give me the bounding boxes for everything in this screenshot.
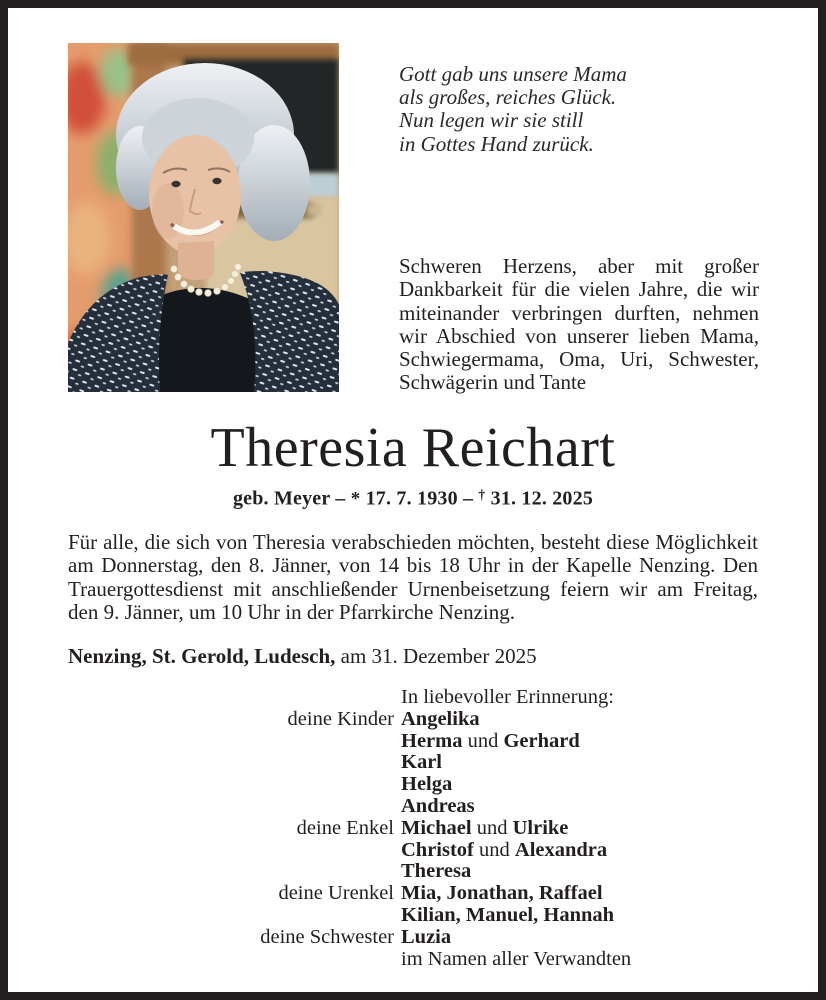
mourner-names: Helga (401, 773, 453, 796)
mourner-line (68, 840, 758, 862)
life-dates-line (0, 487, 826, 511)
mourner-relation-label: deine Kinder (287, 707, 394, 730)
mourner-names: Luzia (401, 925, 452, 948)
mourner-names: Mia, Jonathan, Raffael (401, 882, 603, 905)
mourner-names: Christof und Alexandra (401, 838, 608, 861)
verse-line: Gott gab uns unsere Mama (399, 62, 627, 86)
mourner-relation-label (68, 796, 394, 818)
mourner-names: Kilian, Manuel, Hannah (401, 903, 615, 926)
verse-line: Nun legen wir sie still (399, 108, 584, 133)
mourner-line (68, 949, 758, 971)
mourner-line (68, 709, 758, 731)
funeral-announcement-paragraph: Für alle, die sich von Theresia verabschieden möchten, besteht diese Möglichkeit am Donnerstag, den 8. Jänner, von 14 bis 18 Uhr in der Kapelle Nenzing. Den Trauergottesdienst mit anschließender Urnenbeisetzung feiern wir am Freitag, den 9. Jänner, um 10 Uhr in der Pfarrkirche Nenzing. (68, 530, 758, 624)
mourners-list (68, 687, 758, 970)
birth-symbol: * (350, 488, 361, 510)
mourner-line (68, 752, 758, 774)
maiden-name: geb. Meyer – (232, 487, 346, 510)
place-date-line (68, 644, 758, 669)
mourner-relation-label (68, 774, 394, 796)
mourner-relation-label (68, 731, 394, 753)
death-date: 31. 12. 2025 (490, 487, 594, 510)
mourner-names: Karl (401, 751, 442, 774)
mourner-names: Andreas (401, 794, 475, 817)
deceased-name: Theresia Reichart (210, 417, 616, 479)
portrait-photo-graphic (68, 43, 339, 392)
mourner-line (68, 883, 758, 905)
mourner-relation-label (68, 840, 394, 862)
mourner-line (68, 687, 758, 709)
mourner-relation-label (68, 687, 394, 709)
mourner-relation-label: deine Enkel (296, 816, 394, 839)
date: am 31. Dezember 2025 (340, 644, 537, 668)
mourner-line (68, 905, 758, 927)
death-symbol: † (478, 487, 486, 502)
mourner-names: Herma und Gerhard (401, 729, 580, 752)
portrait-photo (68, 43, 339, 392)
mourner-names: In liebevoller Erinnerung: (401, 686, 614, 708)
mourner-line (68, 818, 758, 840)
mourner-line (68, 731, 758, 753)
farewell-intro-paragraph: Schweren Herzens, aber mit großer Dankbarkeit für die vielen Jahre, die wir miteinander verbringen durften, nehmen wir Abschied von unserer lieben Mama, Schwiegermama, Oma, Uri, Schwester, Schwägerin und Tante (399, 254, 759, 395)
mourner-relation-label (68, 949, 394, 971)
mourner-relation-label: deine Schwester (260, 925, 394, 948)
mourner-names: Angelika (401, 707, 480, 730)
places: Nenzing, St. Gerold, Ludesch, (68, 644, 336, 668)
mourner-relation-label (68, 905, 394, 927)
memorial-verse (399, 63, 627, 156)
verse-line: in Gottes Hand zurück. (399, 131, 594, 156)
verse-line: als großes, reiches Glück. (399, 85, 617, 110)
mourner-names: im Namen aller Verwandten (401, 947, 632, 970)
mourner-line (68, 796, 758, 818)
birth-date: 17. 7. 1930 – (365, 487, 474, 510)
mourner-relation-label (68, 861, 394, 883)
mourner-line (68, 774, 758, 796)
mourner-relation-label: deine Urenkel (278, 882, 394, 905)
mourner-line (68, 927, 758, 949)
mourner-names: Theresa (401, 860, 472, 883)
mourner-relation-label (68, 752, 394, 774)
mourner-line (68, 861, 758, 883)
mourner-names: Michael und Ulrike (401, 816, 569, 839)
